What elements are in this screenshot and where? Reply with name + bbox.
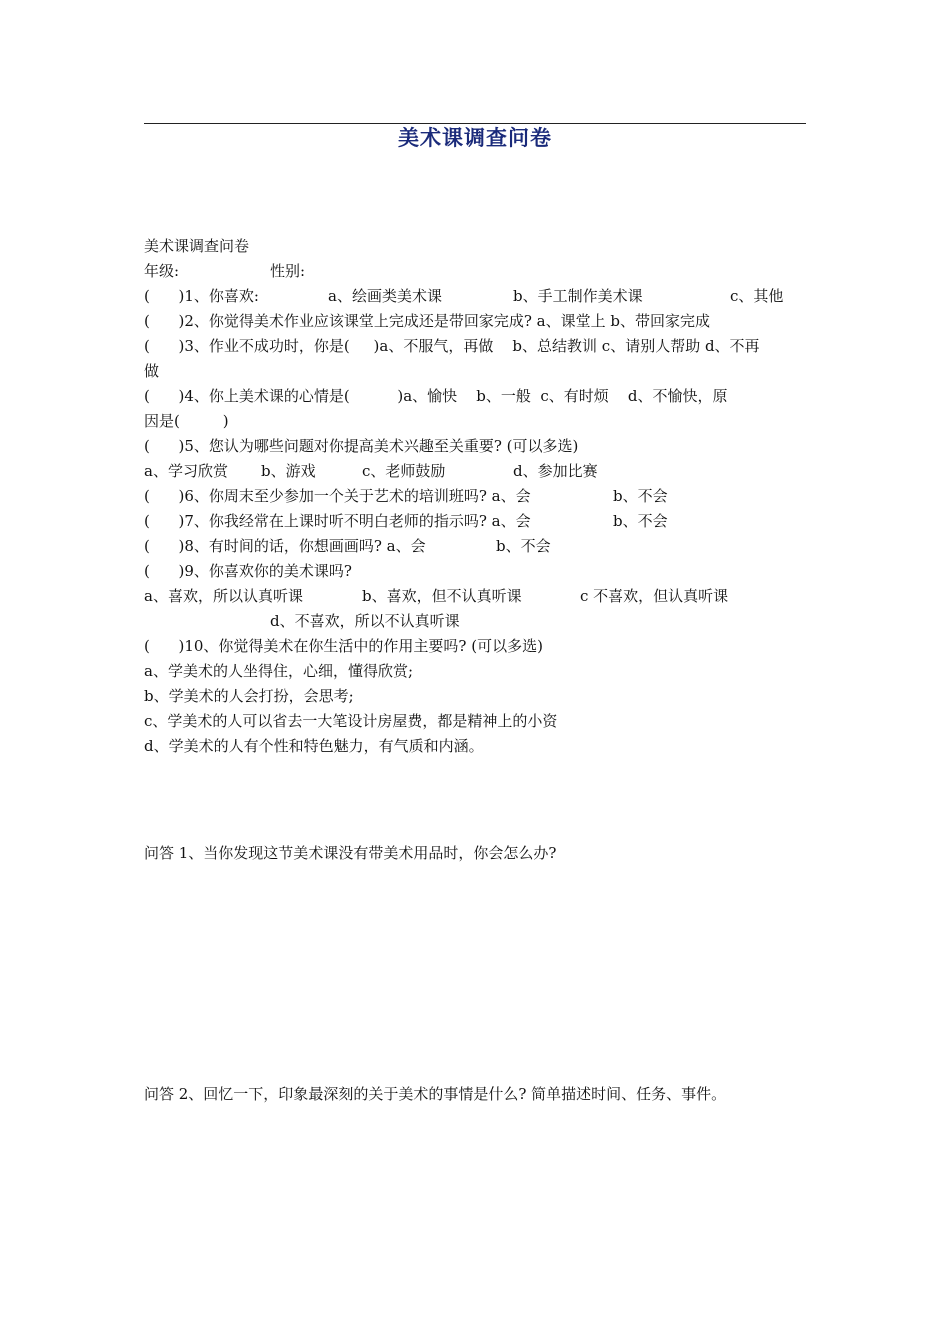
q9-option-b: b、喜欢，但不认真听课	[362, 587, 522, 605]
question-4-continued: 因是( )	[144, 412, 229, 430]
q1-option-c: c、其他	[730, 287, 784, 305]
q10-option-a: a、学美术的人坐得住，心细，懂得欣赏;	[144, 662, 413, 680]
q8-option-b: b、不会	[496, 537, 551, 555]
survey-body	[144, 234, 814, 759]
question-5: ( )5、您认为哪些问题对你提高美术兴趣至关重要? (可以多选)	[144, 437, 579, 455]
open-question-1: 问答 1、当你发现这节美术课没有带美术用品时，你会怎么办?	[144, 844, 557, 862]
q9-option-a: a、喜欢，所以认真听课	[144, 587, 303, 605]
q9-option-c: c 不喜欢，但认真听课	[580, 587, 729, 605]
question-4: ( )4、你上美术课的心情是( )a、愉快 b、一般 c、有时烦 d、不愉快，原	[144, 387, 728, 405]
open-question-2: 问答 2、回忆一下，印象最深刻的关于美术的事情是什么? 简单描述时间、任务、事件。	[144, 1085, 727, 1103]
question-3-continued: 做	[144, 362, 160, 380]
q1-option-a: a、绘画类美术课	[328, 287, 442, 305]
q1-option-b: b、手工制作美术课	[513, 287, 643, 305]
q5-option-b: b、游戏	[261, 462, 316, 480]
q6-option-b: b、不会	[613, 487, 668, 505]
q7-option-b: b、不会	[613, 512, 668, 530]
question-3: ( )3、作业不成功时，你是( )a、不服气，再做 b、总结教训 c、请别人帮助 d、不再	[144, 337, 760, 355]
q10-option-d: d、学美术的人有个性和特色魅力，有气质和内涵。	[144, 737, 484, 755]
question-2: ( )2、你觉得美术作业应该课堂上完成还是带回家完成? a、课堂上 b、带回家完成	[144, 312, 710, 330]
q5-option-a: a、学习欣赏	[144, 462, 228, 480]
question-7: ( )7、你我经常在上课时听不明白老师的指示吗? a、会 b、不会	[144, 509, 814, 534]
student-info-line	[144, 259, 814, 284]
q10-option-c: c、学美术的人可以省去一大笔设计房屋费，都是精神上的小资	[144, 712, 558, 730]
question-8: ( )8、有时间的话，你想画画吗? a、会 b、不会	[144, 534, 814, 559]
q5-option-d: d、参加比赛	[513, 462, 598, 480]
question-10: ( )10、你觉得美术在你生活中的作用主要吗? (可以多选)	[144, 637, 543, 655]
question-9: ( )9、你喜欢你的美术课吗?	[144, 562, 352, 580]
question-6: ( )6、你周末至少参加一个关于艺术的培训班吗? a、会 b、不会	[144, 484, 814, 509]
question-1: ( )1、你喜欢: a、绘画类美术课 b、手工制作美术课 c、其他	[144, 284, 814, 309]
question-9-options-continued	[144, 609, 814, 634]
q10-option-b: b、学美术的人会打扮，会思考;	[144, 687, 354, 705]
grade-label: 年级:	[144, 262, 180, 280]
page-title: 美术课调查问卷	[398, 126, 552, 150]
survey-subtitle: 美术课调查问卷	[144, 237, 250, 255]
question-5-options	[144, 459, 814, 484]
gender-label: 性别:	[270, 262, 306, 280]
q9-option-d: d、不喜欢，所以不认真听课	[270, 612, 460, 630]
question-9-options	[144, 584, 814, 609]
q5-option-c: c、老师鼓励	[362, 462, 446, 480]
